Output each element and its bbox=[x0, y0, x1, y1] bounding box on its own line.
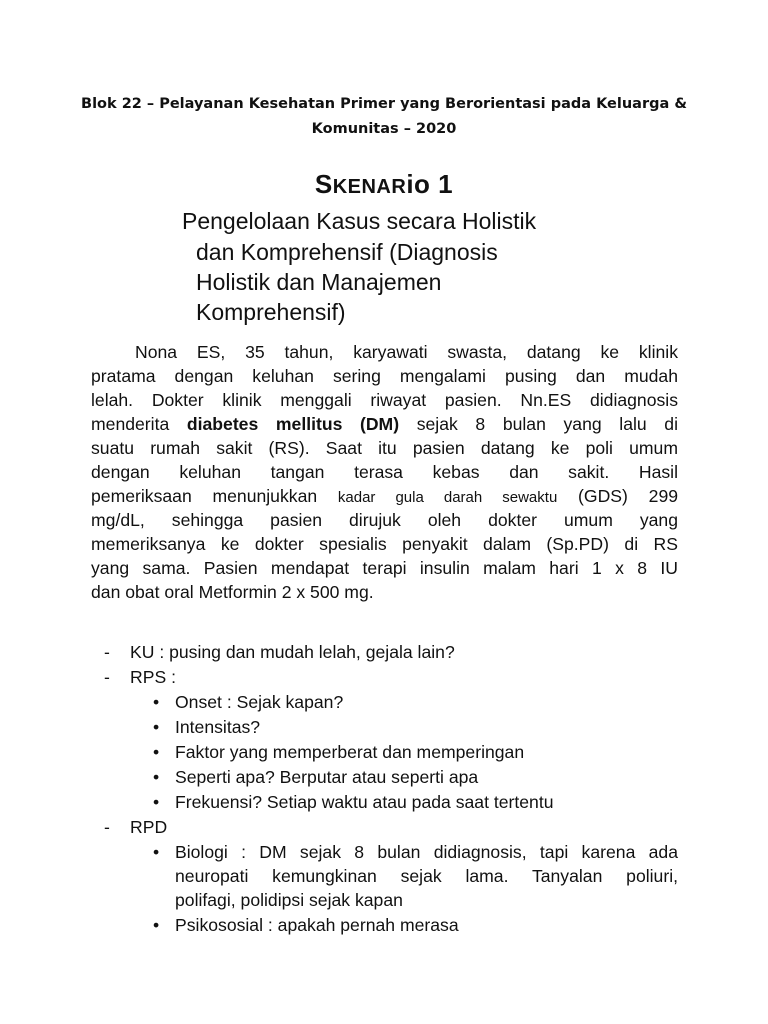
case-line-4 bbox=[91, 412, 678, 436]
rps-sub-item: Seperti apa? Berputar atau seperti apa bbox=[175, 767, 479, 787]
case-line-11: dan obat oral Metformin 2 x 500 mg. bbox=[91, 582, 374, 602]
subtitle-line-3: Holistik dan Manajemen bbox=[196, 269, 442, 295]
rpd-biologi-line-2: neuropati kemungkinan sejak lama. Tanyalan poliuri, bbox=[175, 866, 678, 886]
rpd-biologi-line-3: polifagi, polidipsi sejak kapan bbox=[175, 890, 403, 910]
case-line-10: yang sama. Pasien mendapat terapi insulin malam hari 1 x 8 IU bbox=[91, 558, 678, 578]
case-line-5: suatu rumah sakit (RS). Saat itu pasien datang ke poli umum bbox=[91, 438, 678, 458]
case-line-7-b: kadar gula darah sewaktu bbox=[337, 489, 558, 506]
rpd-psikososial: Psikososial : apakah pernah merasa bbox=[175, 915, 459, 935]
case-line-7-c: (GDS) 299 bbox=[557, 486, 679, 506]
case-line-6: dengan keluhan tangan terasa kebas dan sakit. Hasil bbox=[91, 462, 678, 482]
case-line-4-c: sejak 8 bulan yang lalu di bbox=[399, 414, 678, 434]
bullet-marker: • bbox=[153, 915, 160, 935]
bullet-marker: • bbox=[153, 692, 160, 712]
rps-sub-item: Faktor yang memperberat dan memperingan bbox=[175, 742, 525, 762]
scenario-title-io: io bbox=[406, 169, 431, 199]
ku-item: KU : pusing dan mudah lelah, gejala lain? bbox=[130, 642, 455, 662]
subtitle-line-4: Komprehensif) bbox=[196, 299, 346, 325]
case-line-4-a: menderita bbox=[91, 414, 187, 434]
diagnosis-highlight: diabetes mellitus (DM) bbox=[186, 414, 400, 434]
rps-sub-item: Frekuensi? Setiap waktu atau pada saat tertentu bbox=[175, 792, 554, 812]
rps-sub-item: Onset : Sejak kapan? bbox=[175, 692, 344, 712]
subtitle-line-1: Pengelolaan Kasus secara Holistik bbox=[182, 208, 537, 234]
list-dash-rps: - bbox=[104, 667, 110, 687]
scenario-title bbox=[0, 169, 768, 200]
case-line-3: lelah. Dokter klinik menggali riwayat pasien. Nn.ES didiagnosis bbox=[91, 390, 678, 410]
scenario-title-s: S bbox=[314, 169, 333, 199]
block-header-line-1: Blok 22 – Pelayanan Kesehatan Primer yang Berorientasi pada Keluarga & bbox=[81, 96, 687, 112]
list-dash-ku: - bbox=[104, 642, 110, 662]
rps-sub-item: Intensitas? bbox=[175, 717, 261, 737]
bullet-marker: • bbox=[153, 842, 160, 862]
block-header-line-2: Komunitas – 2020 bbox=[311, 121, 457, 137]
case-line-1: Nona ES, 35 tahun, karyawati swasta, datang ke klinik bbox=[135, 342, 678, 362]
scenario-title-kenar: KENAR bbox=[332, 176, 407, 198]
rpd-biologi-line-1: Biologi : DM sejak 8 bulan didiagnosis, tapi karena ada bbox=[175, 842, 678, 862]
case-line-2: pratama dengan keluhan sering mengalami pusing dan mudah bbox=[91, 366, 678, 386]
bullet-marker: • bbox=[153, 792, 160, 812]
case-line-7 bbox=[91, 484, 678, 508]
scenario-number: 1 bbox=[438, 169, 454, 199]
bullet-marker: • bbox=[153, 742, 160, 762]
bullet-marker: • bbox=[153, 767, 160, 787]
subtitle-line-2: dan Komprehensif (Diagnosis bbox=[196, 239, 498, 265]
case-line-8: mg/dL, sehingga pasien dirujuk oleh dokter umum yang bbox=[91, 510, 678, 530]
case-line-7-a: pemeriksaan menunjukkan bbox=[91, 486, 338, 506]
bullet-marker: • bbox=[153, 717, 160, 737]
rpd-item: RPD bbox=[130, 817, 168, 837]
list-dash-rpd: - bbox=[104, 817, 110, 837]
rps-item: RPS : bbox=[130, 667, 176, 687]
case-line-9: memeriksanya ke dokter spesialis penyakit dalam (Sp.PD) di RS bbox=[91, 534, 678, 554]
